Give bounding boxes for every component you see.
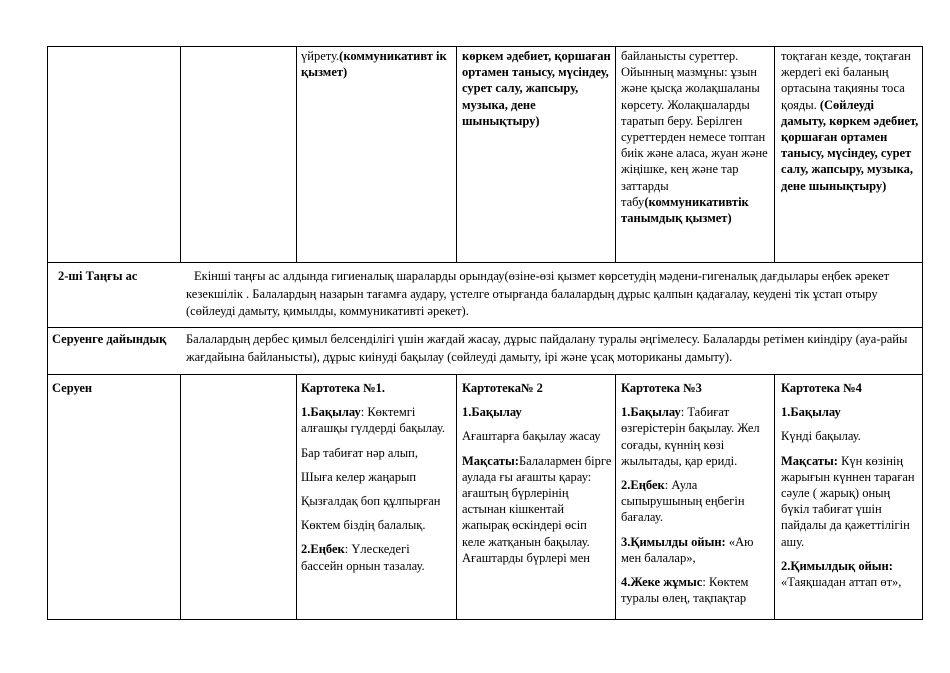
k3-work [621,477,772,526]
table-border-row1 [47,262,923,263]
table-col-divider [180,46,181,263]
k2-goal-label: Мақсаты: [462,453,519,468]
table-col-divider [615,46,616,263]
kartoteka-4 [781,380,919,618]
k1-work-label: 2.Еңбек [301,542,345,557]
row1-cell-col3 [301,48,453,80]
row2-text: Екінші таңғы ас алдында гигиеналық шараларды орындау(өзіне-өзі қызмет көрсетудің мәдени-гигеналық дағдылары еңбек әрекет кезекшілік . Балалардың назарын тағамға аудару, үстелге отырғанда балалардың дұрыс қалпын қадағалау, кеудені тік ұстап отыру (сөйлеуді дамыту, қимылды, коммуникативті әрекет). [186,269,890,318]
kartoteka-2 [462,380,612,618]
row1-c6-tag: (Сөйлеуді дамыту, көркем әдебиет, қоршаған ортамен танысу, мүсіндеу, сурет салу, жапсыру, музыка, дене шынықтыру) [781,97,919,193]
table-col-divider [615,374,616,620]
k1-poem-line: Шыға келер жаңарып [301,469,417,484]
k4-game [781,558,919,590]
table-col-divider [456,374,457,620]
k2-obs-text: Ағаштарға бақылау жасау [462,429,601,444]
table-col-divider [296,374,297,620]
table-col-divider [774,46,775,263]
k1-obs-label: 1.Бақылау [301,405,361,420]
k1-obs-text: : Көктемгі алғашқы гүлдерді бақылау. [301,405,446,436]
kartoteka-3 [621,380,772,618]
row1-c5-tag: (коммуникативтік танымдық қызмет) [621,194,749,226]
row2-label: 2-ші Таңғы ас [58,269,138,283]
row4-label: Серуен [52,381,93,395]
k3-observation [621,404,772,469]
row1-c6-text: тоқтаған кезде, тоқтаған жердегі екі баланың ортасына тақияны тоса қояды. [781,49,911,112]
row1-c4-text: көркем әдебиет, қоршаған ортамен танысу, мүсіндеу, сурет салу, жапсыру, музыка, дене шынықтыру) [462,49,611,128]
table-border-bottom [47,619,923,620]
row1-cell-col5 [621,48,772,226]
k4-game-label: 2.Қимылдық ойын: [781,558,893,573]
table-col-divider [774,374,775,620]
k2-obs-label: 1.Бақылау [462,405,522,420]
k4-game-text: «Таяқшадан аттап өт», [781,575,902,590]
k3-title: Картотека №3 [621,381,702,395]
k3-work-text: : Аула сыпырушының еңбегін бағалау. [621,478,745,525]
table-col-divider [456,46,457,263]
row1-cell-col4 [462,48,612,129]
k4-obs-label: 1.Бақылау [781,405,841,420]
table-border-row3 [47,374,923,375]
k3-ind-label: 4.Жеке жұмыс [621,575,703,590]
table-border-top [47,46,923,47]
k1-poem-line: Қызғалдақ боп құлпырған [301,494,441,509]
k4-obs-text: Күнді бақылау. [781,429,861,444]
k3-individual [621,574,772,606]
table-col-divider [180,374,181,620]
k3-obs-text: : Табиғат өзгерістерін бақылау. Жел соғады, күннің көзі жылытады, қар ериді. [621,405,760,468]
k3-game-label: 3.Қимылды ойын: [621,534,726,549]
k1-observation [301,404,453,436]
k3-ind-text: : Көктем туралы өлең, тақпақтар [621,575,749,606]
k3-game [621,534,772,566]
row1-c5-text: байланысты суреттер. Ойынның мазмұны: ұзын және қысқа жолақшаланы көрсету. Жолақшаларды таратып беру. Берілген суреттерден немесе топтан биік және аласа, жуан және жіңішке, кең және тар заттарды табу [621,49,768,209]
k4-goal-text: Күн көзінің жарығын күннен тараған сәуле ( жарық) оның бүкіл табиғат үшін пайдалы да қажеттілігін ашу. [781,453,915,549]
k1-work-text: : Үлескедегі бассейн орнын тазалау. [301,542,425,573]
k2-title: Картотека№ 2 [462,381,543,395]
k1-title: Картотека №1. [301,381,386,395]
row1-cell-col6 [781,48,921,194]
table-border-left [47,46,48,620]
k4-title: Картотека №4 [781,381,862,395]
k2-goal [462,453,612,566]
table-border-right [922,46,923,620]
row1-c3-tag: (коммуникативт ік қызмет) [301,49,447,80]
k4-goal-label: Мақсаты: [781,453,838,468]
k1-work [301,541,453,573]
k3-work-label: 2.Еңбек [621,478,665,493]
row1-c3-text: үйрету. [301,49,340,63]
row3-label: Серуенге дайындық [52,332,167,346]
row3-text: Балалардың дербес қимыл белсенділігі үшін жағдай жасау, дұрыс пайдалану туралы әңгімелесу. Балаларды ретімен киіндіру (ауа-райы жағдайына байланысты), дұрыс киінуді бақылау (сөйлеуді дамыту, ірі және ұсақ моториканы дамыту). [186,332,908,364]
k3-obs-label: 1.Бақылау [621,405,681,420]
kartoteka-1 [301,380,453,582]
k1-poem-line: Көктем біздің балалық. [301,518,426,533]
table-col-divider [296,46,297,263]
k3-game-text: «Аю мен балалар», [621,534,754,565]
k2-goal-text: Балалармен бірге аулада ғы ағашты қарау: ағаштың бүрлерінің астынан кішкентай жапырақ өскіндері өсіп келе жатқанын бақылау. Ағаштарды бүрлері мен [462,453,612,565]
k1-poem-line: Бар табиғат нәр алып, [301,445,418,460]
table-border-row2 [47,327,923,328]
k4-goal [781,453,919,550]
